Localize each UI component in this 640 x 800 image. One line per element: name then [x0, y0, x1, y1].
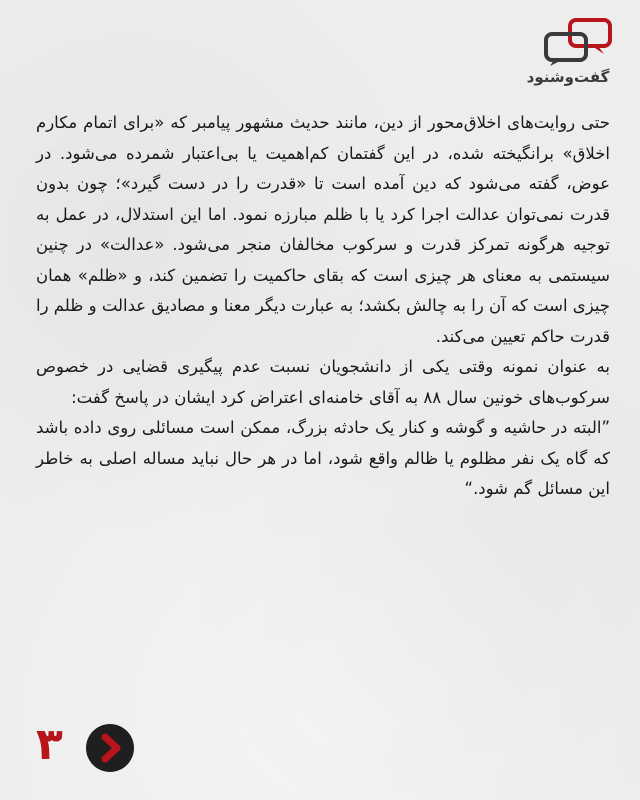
article-quote: ”البته در حاشیه و گوشه و کنار یک حادثه بزرگ، ممکن است مسائلی روی داده باشد که گاه یک نفر مظلوم یا ظالم واقع شود، اما در هر حال نباید مساله اصلی به خاطر این مسائل گم شود.“: [36, 418, 610, 498]
next-page-button[interactable]: [86, 724, 134, 772]
page-number: ۳: [36, 719, 63, 770]
speech-bubbles-icon: [540, 16, 616, 68]
brand-logo: [520, 16, 616, 96]
pagination: [30, 719, 140, 774]
brand-name: گفت‌وشنود: [526, 68, 610, 86]
article-body: [36, 108, 610, 505]
article-paragraph-2: به عنوان نمونه وقتی یکی از دانشجویان نسبت عدم پیگیری قضایی در خصوص سرکوب‌های خونین سال ۸۸ به آقای خامنه‌ای اعتراض کرد ایشان در پاسخ گفت:: [36, 357, 610, 407]
chevron-right-icon: [86, 724, 134, 772]
article-paragraph-1: حتی روایت‌های اخلاق‌محور از دین، مانند حدیث مشهور پیامبر که «برای اتمام مکارم اخلاق» برانگیخته شده، در این گفتمان کم‌اهمیت یا بی‌اعتبار شمرده می‌شود. در عوض، گفته می‌شود که دین آمده است تا «قدرت را در دست گیرد»؛ چون بدون قدرت نمی‌توان عدالت اجرا کرد یا با ظلم مبارزه نمود. اما این استدلال، در عمل به توجیه هرگونه تمرکز قدرت و سرکوب مخالفان منجر می‌شود. «عدالت» در چنین سیستمی به معنای هر چیزی است که بقای حاکمیت را تضمین کند، و «ظلم» همان چیزی است که آن را به چالش بکشد؛ به عبارت دیگر معنا و مصادیق عدالت و ظلم را قدرت حاکم تعیین می‌کند.: [36, 113, 610, 346]
